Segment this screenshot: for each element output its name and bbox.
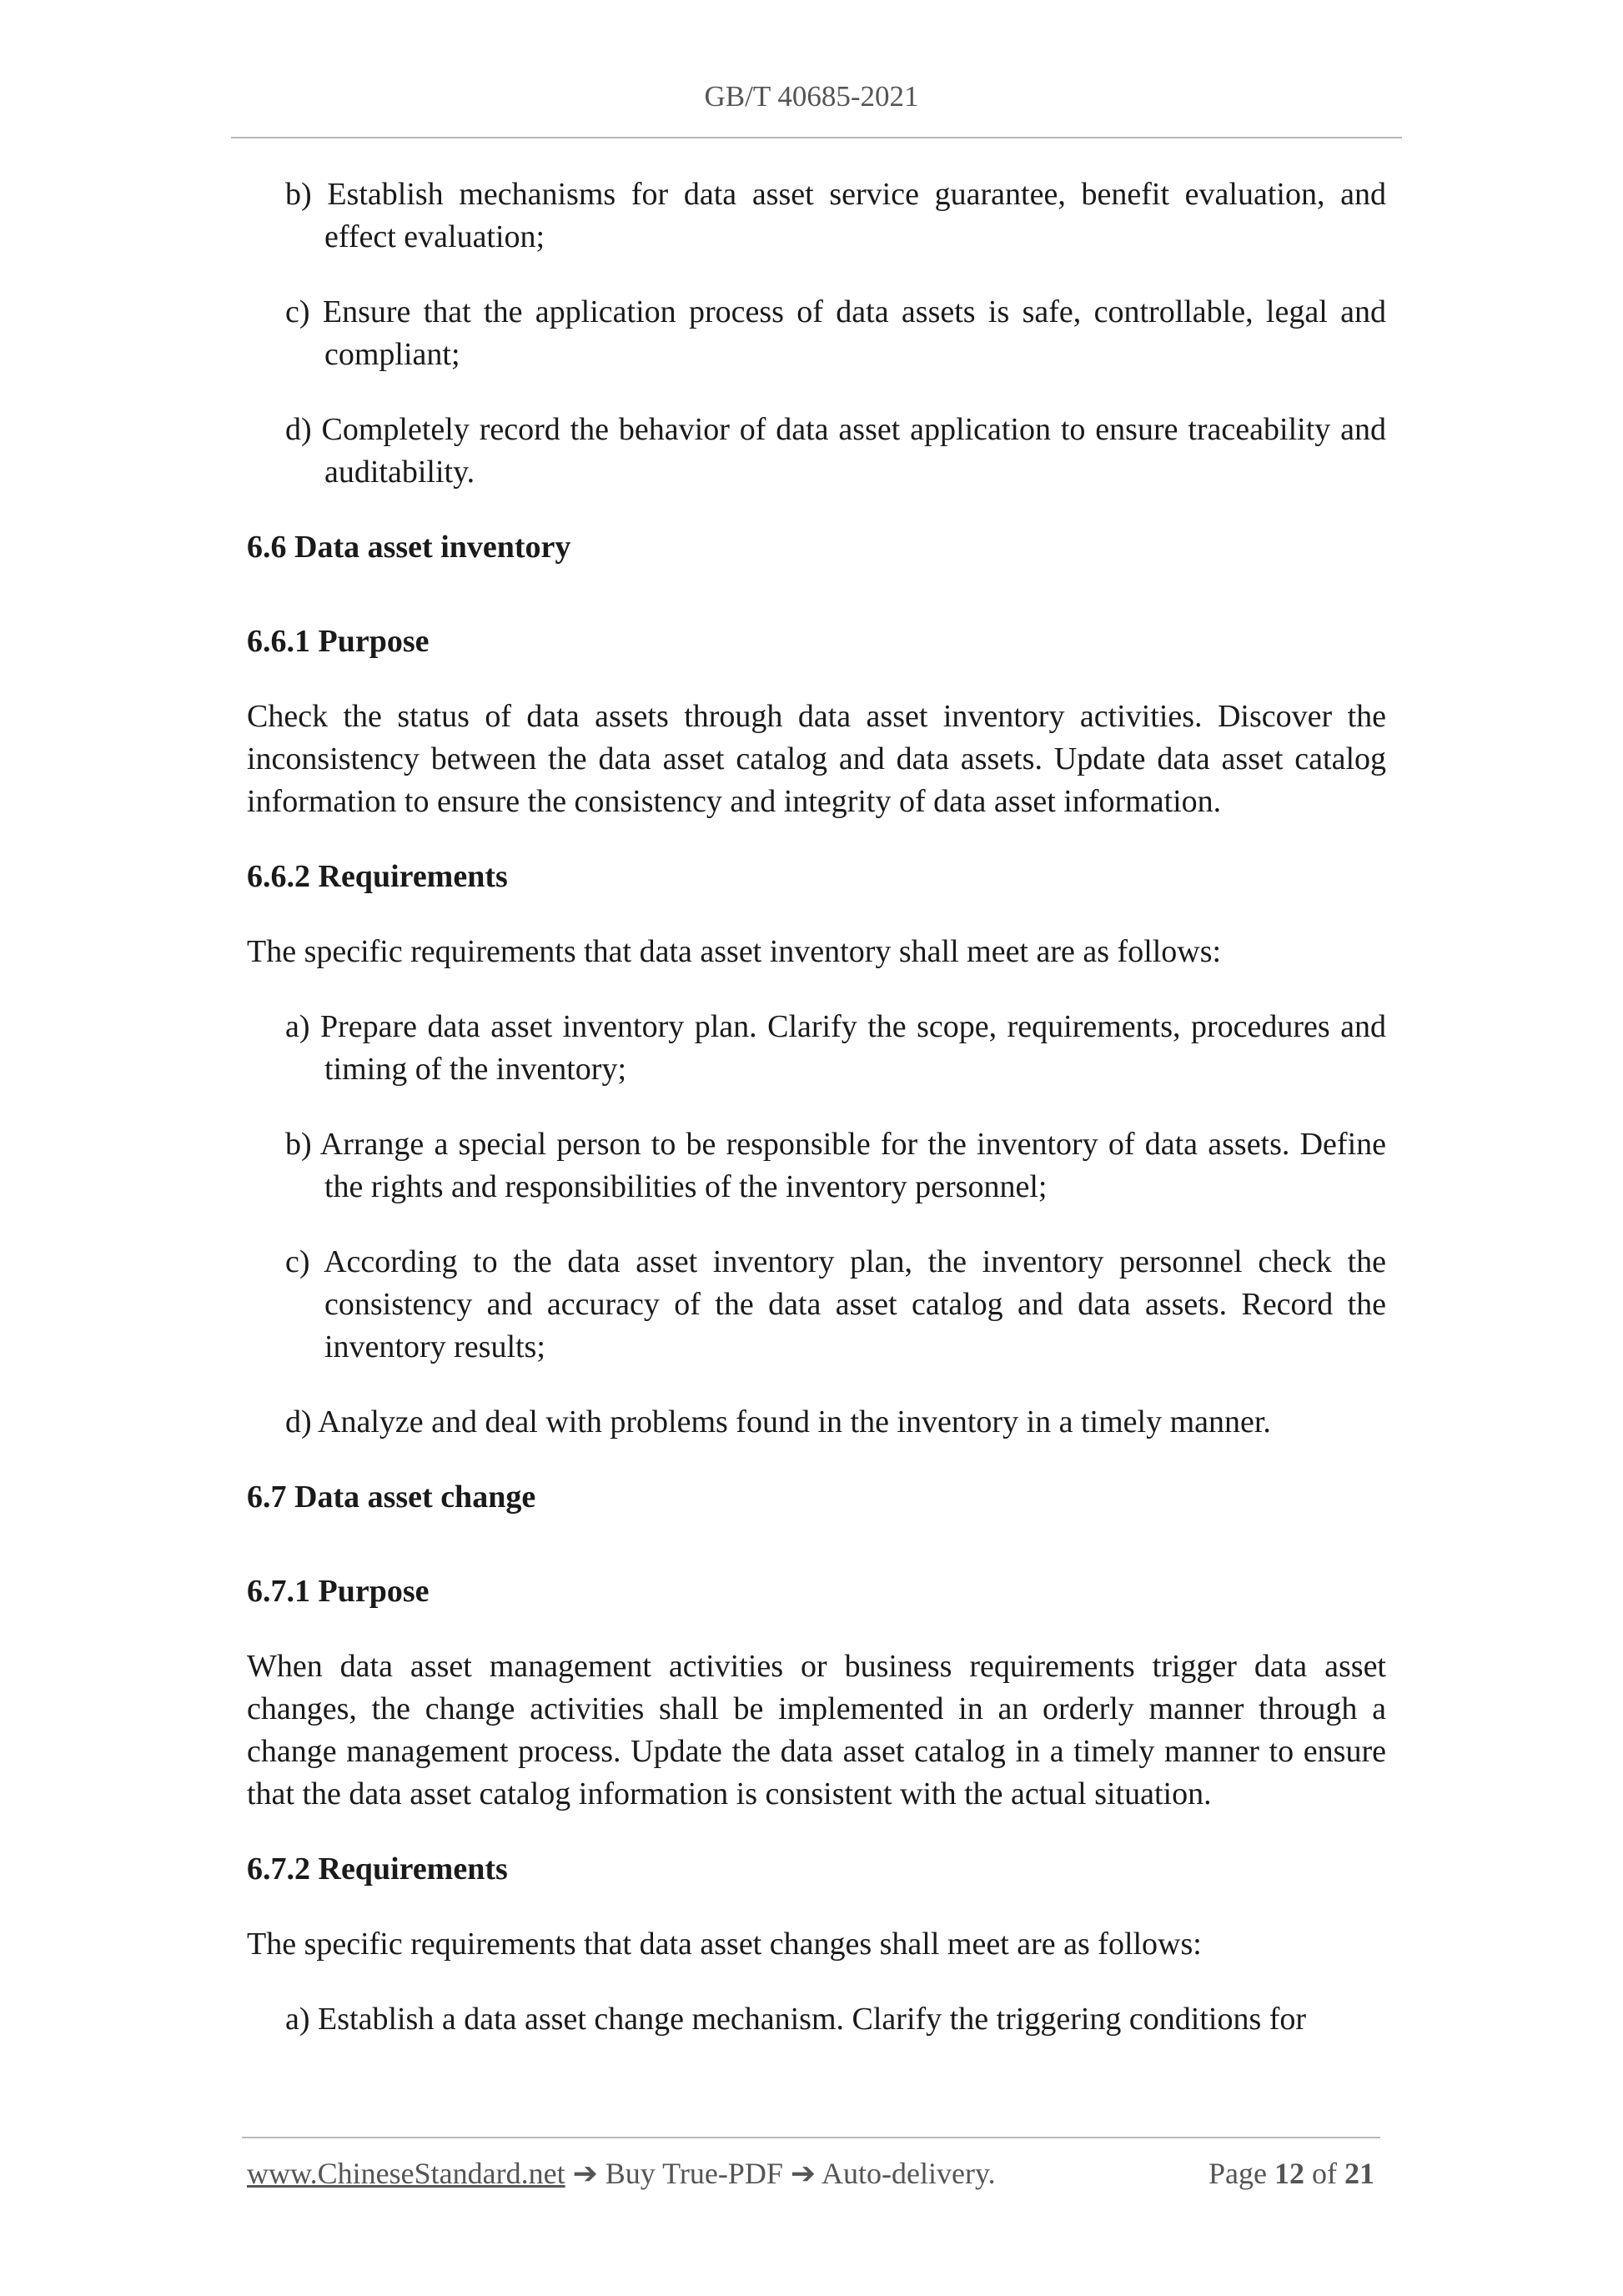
auto-delivery-text: Auto-delivery. xyxy=(822,2157,996,2190)
list-item: a) Establish a data asset change mechanism. Clarify the triggering conditions for xyxy=(285,2002,1307,2037)
page-current: 12 xyxy=(1274,2157,1304,2190)
list-item: c) According to the data asset inventory plan, the inventory personnel check the consistency and accuracy of the data asset catalog and data assets. Record the inventory results; xyxy=(285,1244,1386,1364)
subsection-heading-6-6-1: 6.6.1 Purpose xyxy=(247,624,430,659)
section-heading-6-6: 6.6 Data asset inventory xyxy=(247,530,571,565)
page-label: Page xyxy=(1208,2157,1267,2190)
list-item: c) Ensure that the application process of data assets is safe, controllable, legal and compliant; xyxy=(285,294,1386,372)
page-total: 21 xyxy=(1344,2157,1374,2190)
arrow-right-icon: ➔ xyxy=(790,2157,817,2190)
arrow-right-icon: ➔ xyxy=(572,2157,598,2190)
page-content xyxy=(247,173,1386,2041)
website-link[interactable]: www.ChineseStandard.net xyxy=(247,2157,565,2190)
subsection-heading-6-6-2: 6.6.2 Requirements xyxy=(247,859,508,894)
list-item: d) Analyze and deal with problems found in the inventory in a timely manner. xyxy=(285,1404,1271,1439)
paragraph: The specific requirements that data asset changes shall meet are as follows: xyxy=(247,1927,1202,1962)
paragraph: The specific requirements that data asset inventory shall meet are as follows: xyxy=(247,934,1222,969)
section-heading-6-7: 6.7 Data asset change xyxy=(247,1480,536,1515)
paragraph: When data asset management activities or business requirements trigger data asset changes, the change activities shall be implemented in an orderly manner through a change management process. Update the data asset catalog in a timely manner to ensure that the data asset catalog information is consistent with the actual situation. xyxy=(247,1649,1386,1811)
page-of-label: of xyxy=(1312,2157,1337,2190)
list-item: a) Prepare data asset inventory plan. Clarify the scope, requirements, procedures and timing of the inventory; xyxy=(285,1009,1386,1087)
list-item: b) Arrange a special person to be responsible for the inventory of data assets. Define the rights and responsibilities of the inventory personnel; xyxy=(285,1127,1386,1204)
header-divider xyxy=(231,137,1402,138)
paragraph: Check the status of data assets through data asset inventory activities. Discover the inconsistency between the data asset catalog and data assets. Update data asset catalog information to ensure the consistency and integrity of data asset information. xyxy=(247,699,1386,819)
subsection-heading-6-7-2: 6.7.2 Requirements xyxy=(247,1851,508,1887)
buy-pdf-text: Buy True-PDF xyxy=(605,2157,783,2190)
list-item: b) Establish mechanisms for data asset service guarantee, benefit evaluation, and effect evaluation; xyxy=(285,177,1386,254)
document-header-title: GB/T 40685-2021 xyxy=(704,80,919,113)
footer-left xyxy=(247,2156,996,2191)
subsection-heading-6-7-1: 6.7.1 Purpose xyxy=(247,1574,430,1609)
list-item: d) Completely record the behavior of data asset application to ensure traceability and auditability. xyxy=(285,412,1386,490)
page-indicator xyxy=(1208,2156,1374,2191)
footer-divider xyxy=(242,2137,1380,2138)
page-footer xyxy=(247,2156,1374,2191)
